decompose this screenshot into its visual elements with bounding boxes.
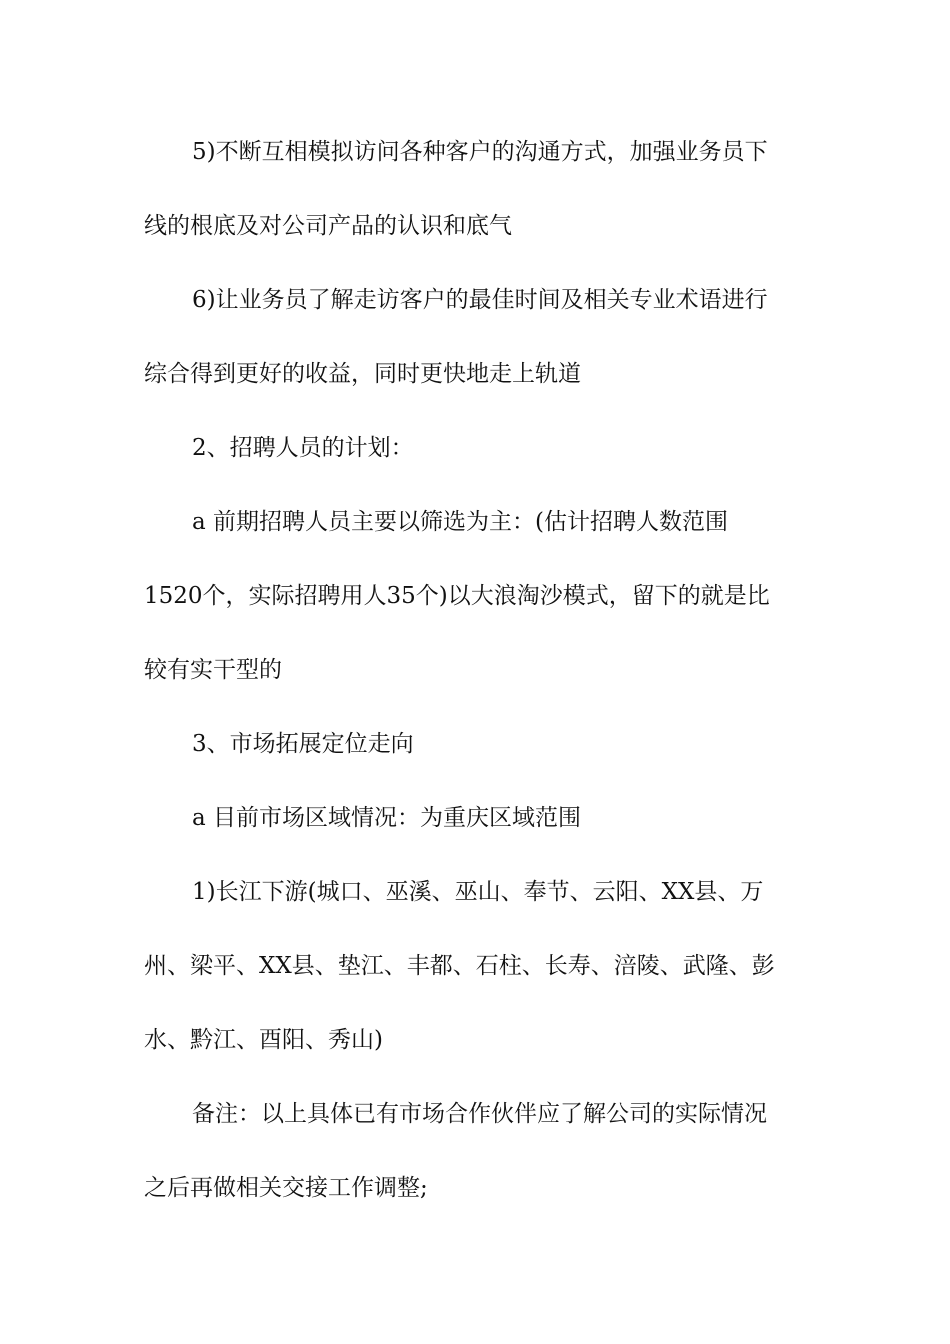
paragraph-6-line-2: 综合得到更好的收益，同时更快地走上轨道 (144, 361, 581, 387)
recruitment-paragraph-line-2: 1520个，实际招聘用人35个)以大浪淘沙模式，留下的就是比 (144, 583, 770, 609)
note-paragraph-line-1: 备注：以上具体已有市场合作伙伴应了解公司的实际情况 (192, 1101, 767, 1127)
yangtze-list-line-1: 1)长江下游(城口、巫溪、巫山、奉节、云阳、XX县、万 (192, 879, 764, 905)
recruitment-paragraph-line-3: 较有实干型的 (144, 657, 282, 683)
yangtze-list-line-2: 州、梁平、XX县、垫江、丰都、石柱、长寿、涪陵、武隆、彭 (144, 953, 775, 979)
paragraph-5-line-2: 线的根底及对公司产品的认识和底气 (144, 213, 512, 239)
paragraph-6-line-1: 6)让业务员了解走访客户的最佳时间及相关专业术语进行 (192, 287, 768, 313)
yangtze-list-line-3: 水、黔江、酉阳、秀山) (144, 1027, 383, 1053)
recruitment-paragraph-line-1: a 前期招聘人员主要以筛选为主：(估计招聘人数范围 (192, 509, 728, 535)
paragraph-5-line-1: 5)不断互相模拟访问各种客户的沟通方式，加强业务员下 (192, 139, 768, 165)
market-region-paragraph: a 目前市场区域情况：为重庆区域范围 (192, 805, 582, 831)
section-2-heading: 2、招聘人员的计划： (192, 435, 414, 461)
section-3-heading: 3、市场拓展定位走向 (192, 731, 414, 757)
note-paragraph-line-2: 之后再做相关交接工作调整; (144, 1175, 428, 1201)
